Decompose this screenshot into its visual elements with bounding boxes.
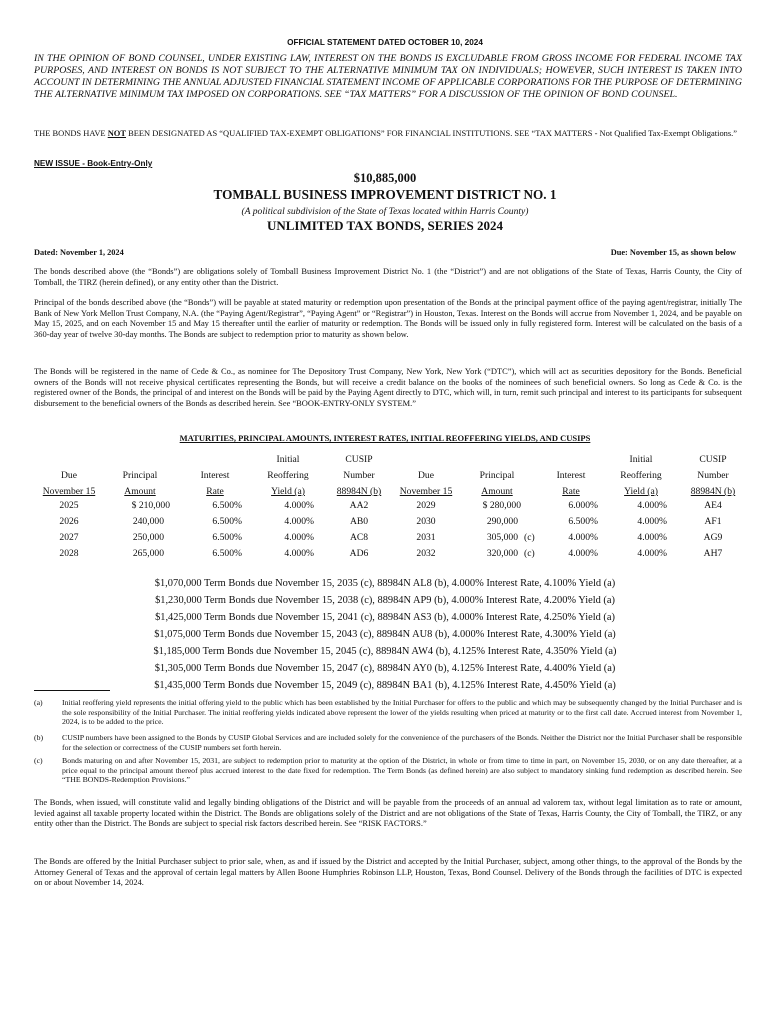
footnote-b-text: CUSIP numbers have been assigned to the Bonds by CUSIP Global Services and are included solely for the convenience of the purchasers of the Bonds. Neither the District nor the Initial Purchaser shall be responsible for the selection or correctness of the CUSIP numbers set forth herein. [62,733,742,752]
row-right-2-yield: 4.000% [637,532,667,543]
row-left-1-year: 2026 [59,516,79,527]
row-right-3-yield: 4.000% [637,548,667,559]
th-cusip-right [680,452,746,500]
th-due-r2: November 15 [399,486,453,497]
term-bond-line: $1,305,000 Term Bonds due November 15, 2047 (c), 88984N AY0 (b), 4.125% Interest Rate, 4.400% Yield (a) [154,663,616,674]
offering-paragraph: The Bonds are offered by the Initial Purchaser subject to prior sale, when, as and if issued by the District and accepted by the Initial Purchaser, subject, among other things, to the approval of the Bonds by the Attorney General of Texas and the approval of certain legal matters by Allen Boone Humphries Robinson LLP, Houston, Texas, Bond Counsel. Delivery of the Bonds through the facilities of DTC is expected on or about November 14, 2024. [34,856,742,888]
th-yield-l3: Yield (a) [271,486,305,497]
term-bond-line: $1,075,000 Term Bonds due November 15, 2043 (c), 88984N AU8 (b), 4.000% Interest Rate, 4.300% Yield (a) [154,629,616,640]
th-principal-r1: Principal [479,470,515,481]
row-right-0-yield: 4.000% [637,500,667,511]
row-left-3-year: 2028 [59,548,79,559]
th-due-l1: Due [61,470,77,481]
th-interest-r2: Rate [562,486,580,497]
obligations-paragraph: The Bonds, when issued, will constitute valid and legally binding obligations of the District and will be payable from the proceeds of an annual ad valorem tax, without legal limitation as to rate or amount, levied against all taxable property located within the District. The Bonds are obligations solely of the District and are not obligations of the State of Texas, Harris County, the City of Tomball, the TIRZ, or any entity other than the District. The Bonds are subject to special risk factors described herein. See “RISK FACTORS.” [34,797,742,829]
qtx-not: NOT [107,128,126,138]
row-left-2-rate: 6.500% [212,532,242,543]
th-yield-right [608,452,674,500]
footnote-c-label: (c) [34,756,43,765]
row-left-0-cusip: AA2 [349,500,369,511]
row-right-2-amount: 305,000 [486,532,518,543]
row-right-3-amount: 320,000 [486,548,518,559]
row-left-1-cusip: AB0 [349,516,369,527]
th-due-r1: Due [418,470,434,481]
th-yield-l2: Reoffering [267,470,309,481]
row-left-0-yield: 4.000% [284,500,314,511]
row-right-0-cusip: AE4 [704,500,722,511]
issue-amount: $10,885,000 [353,171,417,185]
th-yield-r1: Initial [629,454,653,465]
row-left-0-amount: $ 210,000 [131,500,170,511]
th-yield-r2: Reoffering [620,470,662,481]
payment-paragraph: Principal of the bonds described above (the “Bonds”) will be payable at stated maturity or redemption upon presentation of the Bonds at the principal payment office of the paying agent/registrar, initially The Bank of New York Mellon Trust Company, N.A. (the “Paying Agent/Registrar”, “Paying Agent” or “Registrar”) in Houston, Texas. Interest on the Bonds will accrue from November 1, 2024, and be payable on May 15, 2025, and on each November 15 and May 15 thereafter until the earlier of maturity or redemption. The Bonds will be issued only in fully registered form. Interest will be calculated on the basis of a 360-day year of twelve 30-day months. The Bonds are subject to redemption prior to maturity as shown below. [34,297,742,339]
row-left-3-cusip: AD6 [349,548,369,559]
th-cusip-l1: CUSIP [345,454,373,465]
footnote-a-text: Initial reoffering yield represents the initial offering yield to the public which has been established by the Initial Purchaser for offers to the public and which may be subsequently changed by the Initial Purchaser and is the sole responsibility of the Initial Purchaser. The initial reoffering yields indicated above represent the lower of the yields resulting when priced at maturity or to the first call date. Accrued interest from November 1, 2024, is to be added to the price. [62,698,742,727]
qtx-after: BEEN DESIGNATED AS “QUALIFIED TAX-EXEMPT OBLIGATIONS” FOR FINANCIAL INSTITUTIONS. SEE “TAX MATTERS - Not Qualified Tax-Exempt Obligations.” [125,128,738,138]
row-right-3-rate: 4.000% [568,548,598,559]
th-principal-r2: Amount [481,486,513,497]
term-bond-line: $1,425,000 Term Bonds due November 15, 2041 (c), 88984N AS3 (b), 4.000% Interest Rate, 4.250% Yield (a) [155,612,615,623]
th-due-left [33,452,105,500]
th-principal-l2: Amount [124,486,156,497]
th-due-right [390,452,462,500]
th-yield-l1: Initial [276,454,300,465]
maturities-title: MATURITIES, PRINCIPAL AMOUNTS, INTEREST RATES, INITIAL REOFFERING YIELDS, AND CUSIPS [179,433,591,443]
district-name: TOMBALL BUSINESS IMPROVEMENT DISTRICT NO. 1 [213,187,557,202]
th-principal-l1: Principal [122,470,158,481]
footnote-c-text: Bonds maturing on and after November 15, 2031, are subject to redemption prior to maturity at the option of the District, in whole or from time to time in part, on November 15, 2030, or on any date thereafter, at a price equal to the principal amount thereof plus accrued interest to the date fixed for redemption. The Term Bonds (as defined herein) are also subject to mandatory sinking fund redemption as described herein. See “THE BONDS-Redemption Provisions.” [62,756,742,785]
intro-paragraph: The bonds described above (the “Bonds”) are obligations solely of Tomball Business Improvement District No. 1 (the “District”) and are not obligations of the State of Texas, Harris County, the City of Tomball, the TIRZ (herein defined), or any entity other than the District. [34,266,742,287]
footnote-divider [34,690,110,691]
row-right-1-rate: 6.500% [568,516,598,527]
row-right-0-amount: $ 280,000 [482,500,521,511]
book-entry-paragraph: The Bonds will be registered in the name of Cede & Co., as nominee for The Depository Trust Company, New York, New York (“DTC”), which will act as securities depository for the Bonds. Beneficial owners of the Bonds will not receive physical certificates representing the Bonds, but will receive a credit balance on the books of the nominees of such beneficial owners. So long as Cede & Co. is the registered owner of the Bonds, the principal of and interest on the Bonds will be paid by the Paying Agent directly to DTC, which will, in turn, remit such principal and interest to its participants for subsequent disbursement to the beneficial owners of the Bonds as described herein. See “BOOK-ENTRY-ONLY SYSTEM.” [34,366,742,408]
row-left-2-yield: 4.000% [284,532,314,543]
row-left-2-cusip: AC8 [349,532,369,543]
th-principal-left [105,452,175,500]
th-cusip-l2: Number [343,470,375,481]
row-right-0-rate: 6.000% [568,500,598,511]
row-right-0-year: 2029 [416,500,436,511]
term-bond-line: $1,435,000 Term Bonds due November 15, 2049 (c), 88984N BA1 (b), 4.125% Interest Rate, 4.450% Yield (a) [154,680,616,691]
row-right-3-year: 2032 [416,548,436,559]
row-right-2-cusip: AG9 [703,532,723,543]
th-cusip-l3: 88984N (b) [336,486,382,497]
footnote-a-label: (a) [34,698,43,707]
th-interest-l1: Interest [200,470,230,481]
th-due-l2: November 15 [42,486,96,497]
dated-date: Dated: November 1, 2024 [34,248,124,257]
th-cusip-left [326,452,392,500]
row-left-3-yield: 4.000% [284,548,314,559]
th-principal-right [462,452,532,500]
statement-date-header: OFFICIAL STATEMENT DATED OCTOBER 10, 2024 [287,38,483,47]
footnote-b-label: (b) [34,733,44,742]
th-yield-left [255,452,321,500]
th-interest-l2: Rate [206,486,224,497]
row-right-1-amount: 290,000 [486,516,518,527]
row-left-1-amount: 240,000 [132,516,164,527]
row-left-3-amount: 265,000 [132,548,164,559]
row-left-1-yield: 4.000% [284,516,314,527]
th-cusip-r1: CUSIP [699,454,727,465]
row-left-2-amount: 250,000 [132,532,164,543]
row-left-1-rate: 6.500% [212,516,242,527]
row-right-1-yield: 4.000% [637,516,667,527]
term-bond-line: $1,070,000 Term Bonds due November 15, 2035 (c), 88984N AL8 (b), 4.000% Interest Rate, 4.100% Yield (a) [154,578,616,589]
bond-counsel-opinion: IN THE OPINION OF BOND COUNSEL, UNDER EXISTING LAW, INTEREST ON THE BONDS IS EXCLUDABLE FROM GROSS INCOME FOR FEDERAL INCOME TAX PURPOSES, AND INTEREST ON BONDS IS NOT SUBJECT TO THE ALTERNATIVE MINIMUM TAX ON INDIVIDUALS; HOWEVER, SUCH INTEREST IS TAKEN INTO ACCOUNT IN DETERMINING THE ANNUAL ADJUSTED FINANCIAL STATEMENT INCOME OF APPLICABLE CORPORATIONS FOR THE PURPOSE OF DETERMINING THE ALTERNATIVE MINIMUM TAX IMPOSED ON CORPORATIONS. SEE “TAX MATTERS” FOR A DISCUSSION OF THE OPINION OF BOND COUNSEL. [34,53,742,100]
row-right-3-cusip: AH7 [703,548,723,559]
qualified-tax-exempt-notice [34,128,742,139]
th-interest-left [180,452,250,500]
row-left-0-year: 2025 [59,500,79,511]
th-interest-right [538,452,604,500]
term-bond-line: $1,230,000 Term Bonds due November 15, 2038 (c), 88984N AP9 (b), 4.000% Interest Rate, 4.200% Yield (a) [155,595,615,606]
subdivision-note: (A political subdivision of the State of Texas located within Harris County) [241,206,529,217]
row-right-3-note: (c) [524,548,535,559]
th-yield-r3: Yield (a) [624,486,658,497]
qtx-before: THE BONDS HAVE [34,128,108,138]
row-left-0-rate: 6.500% [212,500,242,511]
th-cusip-r3: 88984N (b) [690,486,736,497]
row-right-1-year: 2030 [416,516,436,527]
maturities-right-block [0,500,770,564]
due-date: Due: November 15, as shown below [610,248,736,257]
new-issue-label: NEW ISSUE - Book-Entry-Only [34,159,153,168]
series-title: UNLIMITED TAX BONDS, SERIES 2024 [266,218,504,233]
row-right-2-note: (c) [524,532,535,543]
row-left-3-rate: 6.500% [212,548,242,559]
th-interest-r1: Interest [556,470,586,481]
term-bond-line: $1,185,000 Term Bonds due November 15, 2045 (c), 88984N AW4 (b), 4.125% Interest Rate, 4.350% Yield (a) [153,646,617,657]
row-left-2-year: 2027 [59,532,79,543]
row-right-2-year: 2031 [416,532,436,543]
row-right-2-rate: 4.000% [568,532,598,543]
row-right-1-cusip: AF1 [704,516,722,527]
th-cusip-r2: Number [697,470,729,481]
